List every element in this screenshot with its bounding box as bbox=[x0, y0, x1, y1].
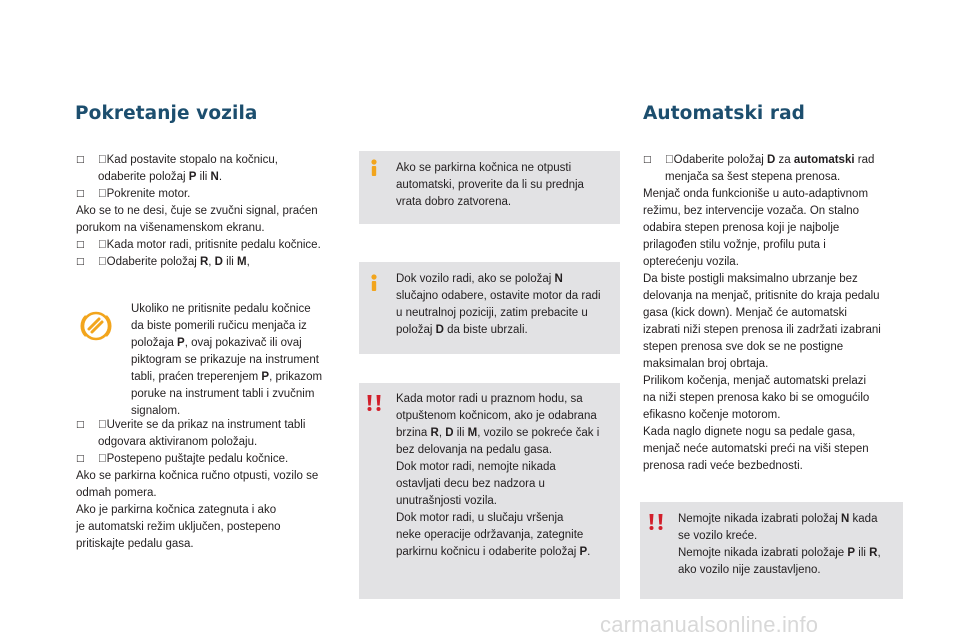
bullet-icon: □ bbox=[76, 257, 85, 267]
text-line: u neutralnoj poziciji, zatim prebacite u bbox=[396, 307, 588, 319]
warning-box-gear-selection bbox=[640, 502, 903, 599]
text-line: odmah pomera. bbox=[76, 487, 157, 499]
text-line: odabira stepen prenosa koji je najbolje bbox=[643, 222, 840, 234]
text-line: Kada naglo dignete nogu sa pedale gasa, bbox=[643, 426, 856, 438]
text-line: prilagođen stilu vožnje, profilu puta i bbox=[643, 239, 826, 251]
text-line: gasa (kick down). Menjač će automatski bbox=[643, 307, 847, 319]
text-line: Ako se parkirna kočnica ne otpusti bbox=[396, 162, 572, 174]
text-line: prenosa radi veće bezbednosti. bbox=[643, 460, 803, 472]
gearbox-warning-icon bbox=[80, 310, 112, 347]
info-box-neutral bbox=[359, 262, 620, 354]
text-line: Nemojte nikada izabrati položaj N kada bbox=[678, 513, 878, 525]
page-title-left: Pokretanje vozila bbox=[75, 103, 258, 124]
text-line: položaja P, ovaj pokazivač ili ovaj bbox=[131, 337, 302, 349]
warning-box-idle bbox=[359, 383, 620, 599]
text-line: izabrati niži stepen prenosa ili zadržati izabrani bbox=[643, 324, 881, 336]
text-line: unutrašnjosti vozila. bbox=[396, 495, 497, 507]
text-line: režimu, bez intervencije vozača. On stalno bbox=[643, 205, 860, 217]
bullet-item: □ Postepeno puštajte pedalu kočnice. bbox=[76, 451, 318, 468]
text-line: slučajno odabere, ostavite motor da radi bbox=[396, 290, 601, 302]
bullet-item: □ Kada motor radi, pritisnite pedalu kočnice. bbox=[76, 237, 321, 254]
bullet-item: □ Odaberite položaj R, D ili M, bbox=[76, 254, 321, 271]
text-line: otpuštenom kočnicom, ako je odabrana bbox=[396, 410, 597, 422]
info-icon bbox=[367, 159, 381, 182]
left-column-intro bbox=[76, 152, 321, 271]
text-line: porukom na višenamenskom ekranu. bbox=[76, 222, 265, 234]
text-line: bez delovanja na pedalu gasa. bbox=[396, 444, 553, 456]
text-line: položaj D da biste ubrzali. bbox=[396, 324, 528, 336]
text-line: je automatski režim uključen, postepeno bbox=[76, 521, 281, 533]
text-line: Da biste postigli maksimalno ubrzanje bez bbox=[643, 273, 858, 285]
bullet-icon: □ bbox=[643, 155, 652, 165]
text-line: opterećenju vozila. bbox=[643, 256, 739, 268]
text-line: Dok vozilo radi, ako se položaj N bbox=[396, 273, 563, 285]
watermark: carmanualsonline.info bbox=[600, 612, 819, 637]
bullet-icon: □ bbox=[76, 189, 85, 199]
bullet-item: □ Uverite se da prikaz na instrument tabli bbox=[76, 417, 318, 434]
bullet-icon: □ bbox=[76, 420, 85, 430]
text-line: signalom. bbox=[131, 405, 181, 417]
text-line: Dok motor radi, nemojte nikada bbox=[396, 461, 556, 473]
bullet-icon: □ bbox=[76, 454, 85, 464]
text-line: Dok motor radi, u slučaju vršenja bbox=[396, 512, 564, 524]
text-line: vrata dobro zatvorena. bbox=[396, 196, 512, 208]
left-column-bottom bbox=[76, 417, 318, 553]
info-box-parking-brake bbox=[359, 151, 620, 224]
text-line: odgovara aktiviranom položaju. bbox=[98, 436, 258, 448]
text-line: Ako se to ne desi, čuje se zvučni signal, praćen bbox=[76, 205, 318, 217]
text-line: pritiskajte pedalu gasa. bbox=[76, 538, 194, 550]
text-line: Kada motor radi u praznom hodu, sa bbox=[396, 393, 583, 405]
text-line: poruke na instrument tabli i zvučnim bbox=[131, 388, 315, 400]
bullet-item: □ Odaberite položaj D za automatski rad bbox=[643, 152, 881, 169]
warning-icon bbox=[647, 513, 665, 536]
text-line: se vozilo kreće. bbox=[678, 530, 758, 542]
text-line: ako vozilo nije zaustavljeno. bbox=[678, 564, 821, 576]
text-line: tabli, praćen treperenjem P, prikazom bbox=[131, 371, 323, 383]
text-line: parkirnu kočnicu i odaberite položaj P. bbox=[396, 546, 591, 558]
text-line: ostavljati decu bez nadzora u bbox=[396, 478, 545, 490]
bullet-item: □ Pokrenite motor. bbox=[76, 186, 321, 203]
text-line: efikasno kočenje motorom. bbox=[643, 409, 781, 421]
page-title-right: Automatski rad bbox=[643, 103, 805, 124]
text-line: Prilikom kočenja, menjač automatski prelazi bbox=[643, 375, 867, 387]
text-line: neke operacije održavanja, zategnite bbox=[396, 529, 584, 541]
text-line: Ukoliko ne pritisnite pedalu kočnice bbox=[131, 303, 311, 315]
text-line: maksimalan broj obrtaja. bbox=[643, 358, 769, 370]
text-line: Menjač onda funkcioniše u auto-adaptivnom bbox=[643, 188, 869, 200]
text-line: da biste pomerili ručicu menjača iz bbox=[131, 320, 307, 332]
bullet-item: □ Kad postavite stopalo na kočnicu, bbox=[76, 152, 321, 169]
text-line: menjača sa šest stepena prenosa. bbox=[665, 171, 841, 183]
right-column-text bbox=[643, 152, 881, 475]
bullet-icon: □ bbox=[76, 240, 85, 250]
text-line: odaberite položaj P ili N. bbox=[98, 171, 223, 183]
text-line: delovanja na menjač, pritisnite do kraja pedalu bbox=[643, 290, 880, 302]
text-line: Ako je parkirna kočnica zategnuta i ako bbox=[76, 504, 277, 516]
text-line: automatski, proverite da li su prednja bbox=[396, 179, 584, 191]
text-line: Nemojte nikada izabrati položaje P ili R, bbox=[678, 547, 881, 559]
pictogram-note bbox=[131, 301, 322, 420]
warning-icon bbox=[365, 394, 383, 417]
text-line: na niži stepen prenosa kako bi se omogućilo bbox=[643, 392, 870, 404]
text-line: menjač neće automatski preći na viši stepen bbox=[643, 443, 869, 455]
text-line: piktogram se prikazuje na instrument bbox=[131, 354, 319, 366]
info-icon bbox=[367, 274, 381, 297]
text-line: brzina R, D ili M, vozilo se pokreće čak i bbox=[396, 427, 600, 439]
text-line: Ako se parkirna kočnica ručno otpusti, vozilo se bbox=[76, 470, 319, 482]
bullet-icon: □ bbox=[76, 155, 85, 165]
text-line: stepen prenosa sve dok se ne postigne bbox=[643, 341, 844, 353]
